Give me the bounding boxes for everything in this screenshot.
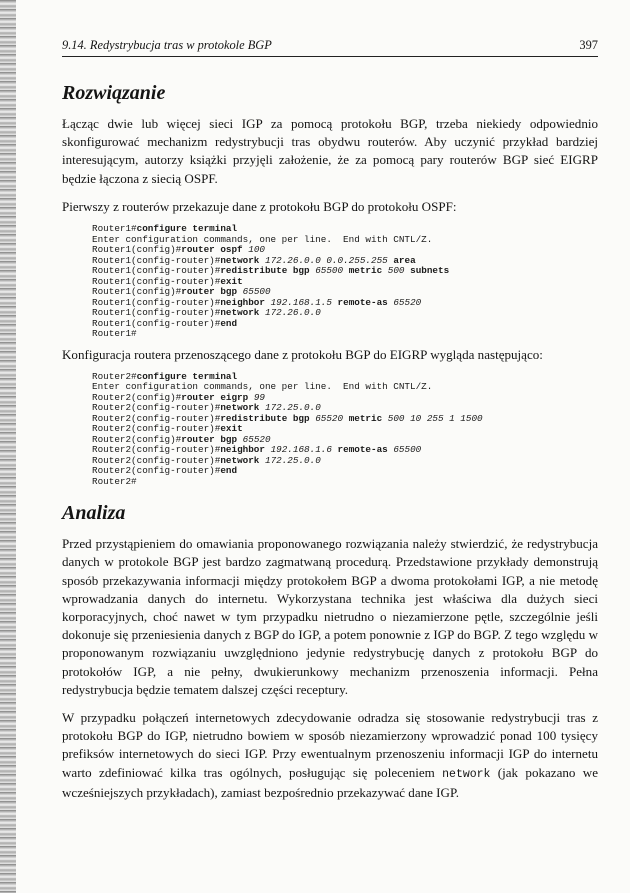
code-keyword: router bgp <box>181 286 238 298</box>
code-text: Router1(config)# <box>92 286 182 298</box>
code-keyword: end <box>220 465 238 477</box>
code-text: Router1(config-router)# <box>92 307 221 319</box>
code-text: Router2# <box>92 475 137 487</box>
code-keyword: end <box>220 317 238 329</box>
code-text: Router1# <box>92 223 137 235</box>
code-text: Enter configuration commands, one per line. End with CNTL/Z. <box>92 381 433 393</box>
code-keyword: router eigrp <box>181 391 249 403</box>
code-keyword: exit <box>220 423 243 435</box>
code-argument: 500 10 255 1 1500 <box>387 412 483 424</box>
code-keyword: metric <box>348 412 383 424</box>
code-keyword: router ospf <box>181 244 243 256</box>
code-text: Router2(config-router)# <box>92 454 221 466</box>
code-argument: 100 <box>248 244 265 256</box>
code-listing-router1 <box>92 224 598 340</box>
code-text: Router2(config-router)# <box>92 402 221 414</box>
code-text: Router2# <box>92 370 137 382</box>
code-text: Router2(config-router)# <box>92 444 221 456</box>
code-keyword: redistribute bgp <box>220 412 310 424</box>
running-header <box>62 38 598 57</box>
code-line <box>92 477 598 488</box>
code-keyword: router bgp <box>181 433 238 445</box>
code-text: Router2(config)# <box>92 391 182 403</box>
code-line <box>92 329 598 340</box>
code-argument: 172.26.0.0 <box>264 307 321 319</box>
inline-code-network: network <box>442 767 491 781</box>
code-argument: 65500 <box>315 265 344 277</box>
code-argument: 65520 <box>315 412 344 424</box>
code-keyword: remote-as <box>337 296 388 308</box>
code-argument: 192.168.1.5 <box>270 296 332 308</box>
code-keyword: neighbor <box>220 296 265 308</box>
code-keyword: network <box>220 307 260 319</box>
code-argument: 500 <box>387 265 405 277</box>
code-keyword: configure terminal <box>136 223 238 235</box>
code-text: Router1(config)# <box>92 244 182 256</box>
code-text: Router1# <box>92 328 137 340</box>
analysis-paragraph-2-text-a: W przypadku połączeń internetowych zdecydowanie odradza się stosowanie redystrybucji tras z protokołu BGP do IGP, nietrudno bowiem w sposób niezamierzony wprowadzić ponad 100 tysięcy prefiksów internetowych do sieci IGP. Przy ewentualnym przenoszeniu informacji IGP do internetu warto zdefiniować kilka tras ogólnych, posługując się poleceniem <box>62 710 598 780</box>
code-text: Enter configuration commands, one per line. End with CNTL/Z. <box>92 233 433 245</box>
code-argument: 65520 <box>393 296 422 308</box>
code-argument: 99 <box>253 391 265 403</box>
analysis-paragraph-2-text-b: (jak pokazano we wcześniejszych przykładach), zamiast bezpośrednio przekazywać dane IGP. <box>62 764 598 800</box>
code-line <box>92 466 598 477</box>
solution-paragraph-3: Konfiguracja routera przenoszącego dane z protokołu BGP do EIGRP wygląda następująco: <box>62 346 543 362</box>
analysis-paragraph-1: Przed przystąpieniem do omawiania proponowanego rozwiązania należy stwierdzić, że redystrybucja danych w protokole BGP jest bardzo zagmatwaną procedurą. Przedstawione przykłady demonstrują sposób przekazywania informacji między protokołem BGP a dwoma protokołami IGP, a nie metodę wprowadzania danych do internetu. Wykorzystana technika jest właściwa dla dużych sieci korporacyjnych, choć nawet w tym przypadku nietrudno o niezamierzone pętle, szczególnie jeśli dokonuje się przeniesienia danych z BGP do IGP, a potem ponownie z IGP do BGP. Z tego względu w proponowanym rozwiązaniu uwzględniono jedynie redystrybucję danych z protokołu BGP do protokołów IGP, a nie pełny, dwukierunkowy mechanizm przenoszenia informacji. Pełna redystrybucja będzie tematem dalszej części receptury. <box>62 536 598 697</box>
code-text: Router2(config-router)# <box>92 423 221 435</box>
solution-paragraph-2: Pierwszy z routerów przekazuje dane z protokołu BGP do protokołu OSPF: <box>62 198 457 214</box>
code-listing-router2 <box>92 372 598 488</box>
code-keyword: network <box>220 254 260 266</box>
code-argument: 172.26.0.0 0.0.255.255 <box>264 254 388 266</box>
heading-analysis: Analiza <box>62 502 126 525</box>
running-title: 9.14. Redystrybucja tras w protokole BGP <box>62 38 272 52</box>
code-keyword: network <box>220 454 260 466</box>
code-keyword: remote-as <box>337 444 388 456</box>
page-binding-edge <box>0 0 16 893</box>
code-keyword: configure terminal <box>136 370 238 382</box>
code-keyword: subnets <box>410 265 450 277</box>
code-keyword: network <box>220 402 260 414</box>
code-keyword: area <box>393 254 416 266</box>
code-text: Router1(config-router)# <box>92 296 221 308</box>
code-text: Router2(config-router)# <box>92 412 221 424</box>
code-keyword: redistribute bgp <box>220 265 310 277</box>
code-keyword: exit <box>220 275 243 287</box>
code-keyword: neighbor <box>220 444 265 456</box>
page-number: 397 <box>579 38 598 52</box>
code-line <box>92 319 598 330</box>
code-argument: 65520 <box>242 433 271 445</box>
solution-paragraph-1: Łącząc dwie lub więcej sieci IGP za pomocą protokołu BGP, trzeba niekiedy odpowiednio skonfigurować mechanizm redystrybucji tras obydwu routerów. Aby uczynić przykład bardziej interesującym, autorzy książki przyjęli założenie, że za pomocą pary routerów BGP sieć EIGRP będzie łączona z siecią OSPF. <box>62 116 598 186</box>
code-argument: 172.25.0.0 <box>264 402 321 414</box>
heading-solution: Rozwiązanie <box>62 82 166 104</box>
code-text: Router1(config-router)# <box>92 265 221 277</box>
code-text: Router2(config)# <box>92 433 182 445</box>
code-argument: 172.25.0.0 <box>264 454 321 466</box>
analysis-paragraph-2 <box>62 709 598 802</box>
code-argument: 65500 <box>393 444 422 456</box>
code-argument: 192.168.1.6 <box>270 444 332 456</box>
code-keyword: metric <box>348 265 383 277</box>
book-page <box>62 38 598 802</box>
code-text: Router1(config-router)# <box>92 317 221 329</box>
code-argument: 65500 <box>242 286 271 298</box>
code-text: Router1(config-router)# <box>92 254 221 266</box>
code-text: Router2(config-router)# <box>92 465 221 477</box>
code-text: Router1(config-router)# <box>92 275 221 287</box>
